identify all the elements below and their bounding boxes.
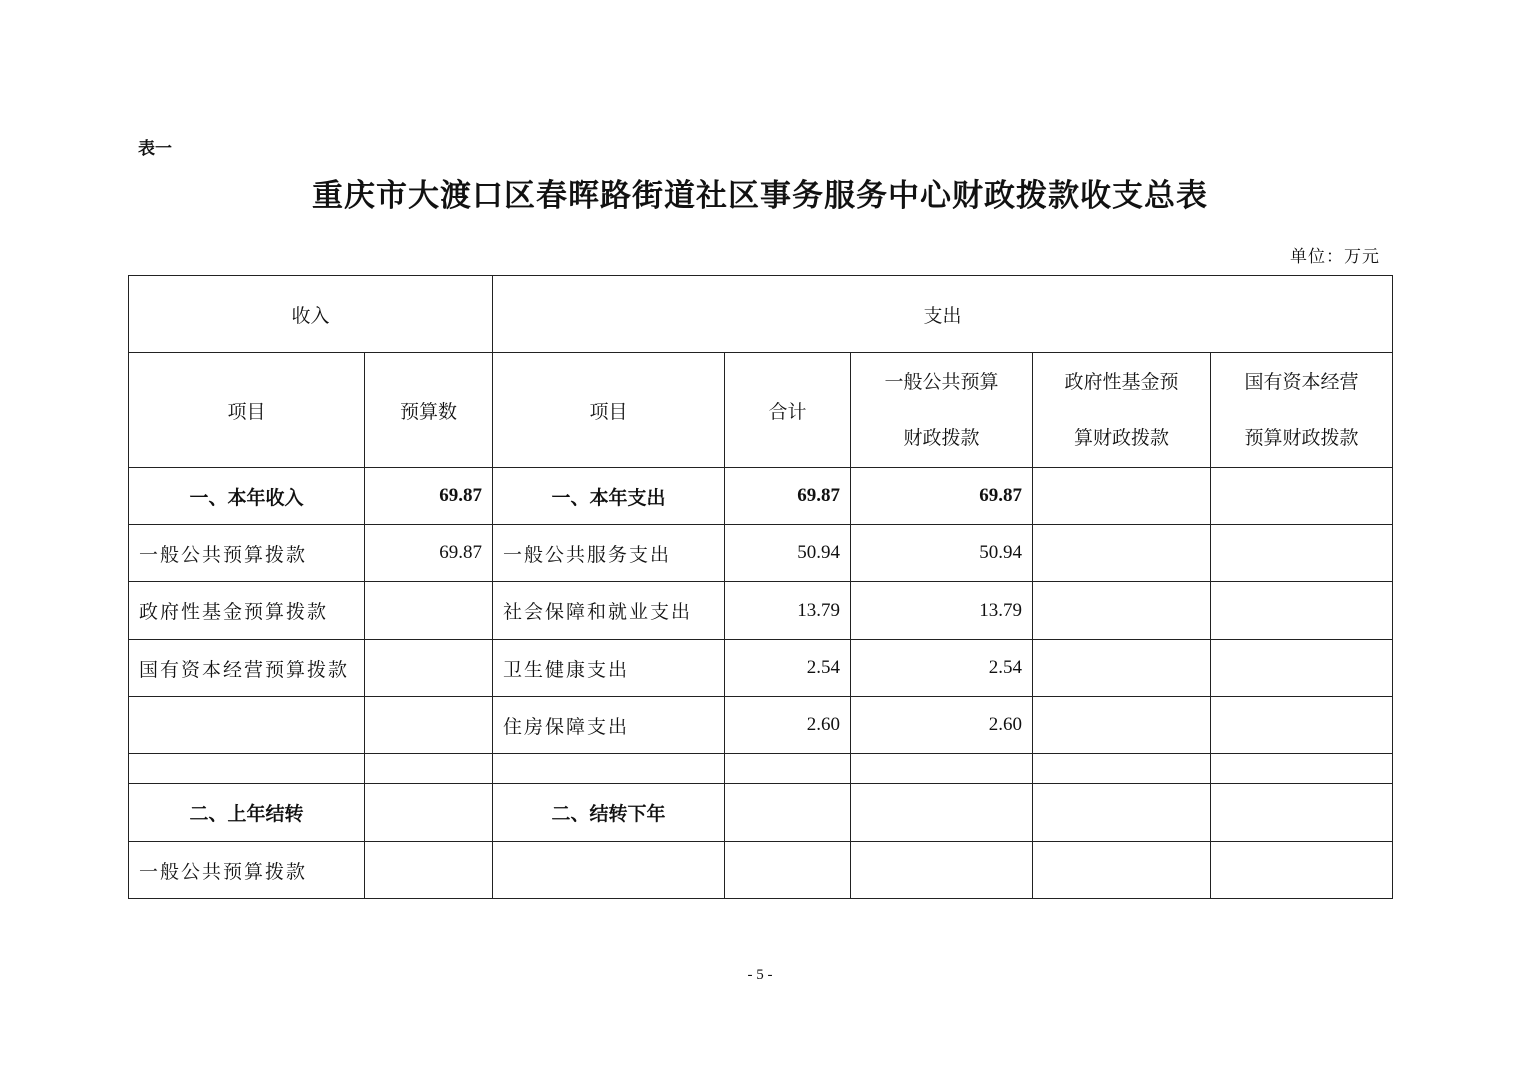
income-budget: 69.87 [365, 468, 493, 525]
header-exp-item: 项目 [493, 353, 725, 468]
table-row [129, 842, 1393, 899]
exp-item: 卫生健康支出 [493, 640, 725, 697]
exp-general: 69.87 [851, 468, 1033, 525]
exp-general: 2.54 [851, 640, 1033, 697]
header-general-line2: 财政拨款 [903, 427, 980, 449]
income-item: 政府性基金预算拨款 [129, 582, 365, 640]
exp-capital [1211, 582, 1393, 640]
header-capital-budget [1211, 353, 1393, 468]
table-row [129, 784, 1393, 842]
exp-fund [1033, 640, 1211, 697]
income-budget [365, 582, 493, 640]
header-capital-line1: 国有资本经营 [1244, 371, 1359, 393]
header-fund-line1: 政府性基金预 [1064, 371, 1179, 393]
income-item: 二、上年结转 [129, 784, 365, 842]
table-label: 表一 [138, 139, 172, 159]
income-budget [365, 754, 493, 784]
exp-fund [1033, 784, 1211, 842]
exp-total [725, 784, 851, 842]
income-item: 一般公共预算拨款 [129, 525, 365, 582]
exp-fund [1033, 754, 1211, 784]
exp-capital [1211, 784, 1393, 842]
exp-item: 社会保障和就业支出 [493, 582, 725, 640]
exp-general [851, 784, 1033, 842]
exp-general: 50.94 [851, 525, 1033, 582]
income-budget [365, 784, 493, 842]
exp-total: 50.94 [725, 525, 851, 582]
header-fund-budget [1033, 353, 1211, 468]
exp-total [725, 842, 851, 899]
income-budget [365, 842, 493, 899]
income-item: 一般公共预算拨款 [129, 842, 365, 899]
exp-fund [1033, 468, 1211, 525]
exp-general [851, 754, 1033, 784]
exp-total: 69.87 [725, 468, 851, 525]
header-capital-line2: 预算财政拨款 [1244, 427, 1359, 449]
income-item: 一、本年收入 [129, 468, 365, 525]
exp-fund [1033, 842, 1211, 899]
exp-fund [1033, 697, 1211, 754]
exp-item: 一、本年支出 [493, 468, 725, 525]
table-row [129, 468, 1393, 525]
table-row [129, 754, 1393, 784]
table-row [129, 640, 1393, 697]
budget-table [128, 275, 1393, 899]
income-item [129, 754, 365, 784]
exp-total: 2.60 [725, 697, 851, 754]
header-income-item: 项目 [129, 353, 365, 468]
exp-capital [1211, 754, 1393, 784]
exp-fund [1033, 525, 1211, 582]
exp-fund [1033, 582, 1211, 640]
exp-capital [1211, 842, 1393, 899]
header-general-line1: 一般公共预算 [884, 371, 999, 393]
table-row [129, 525, 1393, 582]
header-expenditure: 支出 [493, 276, 1393, 353]
income-budget: 69.87 [365, 525, 493, 582]
document-title: 重庆市大渡口区春晖路街道社区事务服务中心财政拨款收支总表 [312, 178, 1208, 214]
income-budget [365, 640, 493, 697]
unit-label: 单位：万元 [1290, 247, 1380, 267]
header-general-budget [851, 353, 1033, 468]
exp-capital [1211, 640, 1393, 697]
exp-general [851, 842, 1033, 899]
header-income-budget: 预算数 [365, 353, 493, 468]
exp-item: 一般公共服务支出 [493, 525, 725, 582]
header-row-columns [129, 353, 1393, 468]
table-row [129, 697, 1393, 754]
exp-item: 住房保障支出 [493, 697, 725, 754]
exp-total: 13.79 [725, 582, 851, 640]
exp-capital [1211, 525, 1393, 582]
table-row [129, 582, 1393, 640]
exp-total [725, 754, 851, 784]
exp-capital [1211, 468, 1393, 525]
exp-item [493, 842, 725, 899]
exp-item [493, 754, 725, 784]
page-number: - 5 - [747, 967, 773, 983]
header-fund-line2: 算财政拨款 [1074, 427, 1170, 449]
exp-capital [1211, 697, 1393, 754]
header-row-top [129, 276, 1393, 353]
exp-item: 二、结转下年 [493, 784, 725, 842]
income-budget [365, 697, 493, 754]
income-item: 国有资本经营预算拨款 [129, 640, 365, 697]
exp-general: 2.60 [851, 697, 1033, 754]
header-income: 收入 [129, 276, 493, 353]
exp-total: 2.54 [725, 640, 851, 697]
exp-general: 13.79 [851, 582, 1033, 640]
header-total: 合计 [725, 353, 851, 468]
income-item [129, 697, 365, 754]
